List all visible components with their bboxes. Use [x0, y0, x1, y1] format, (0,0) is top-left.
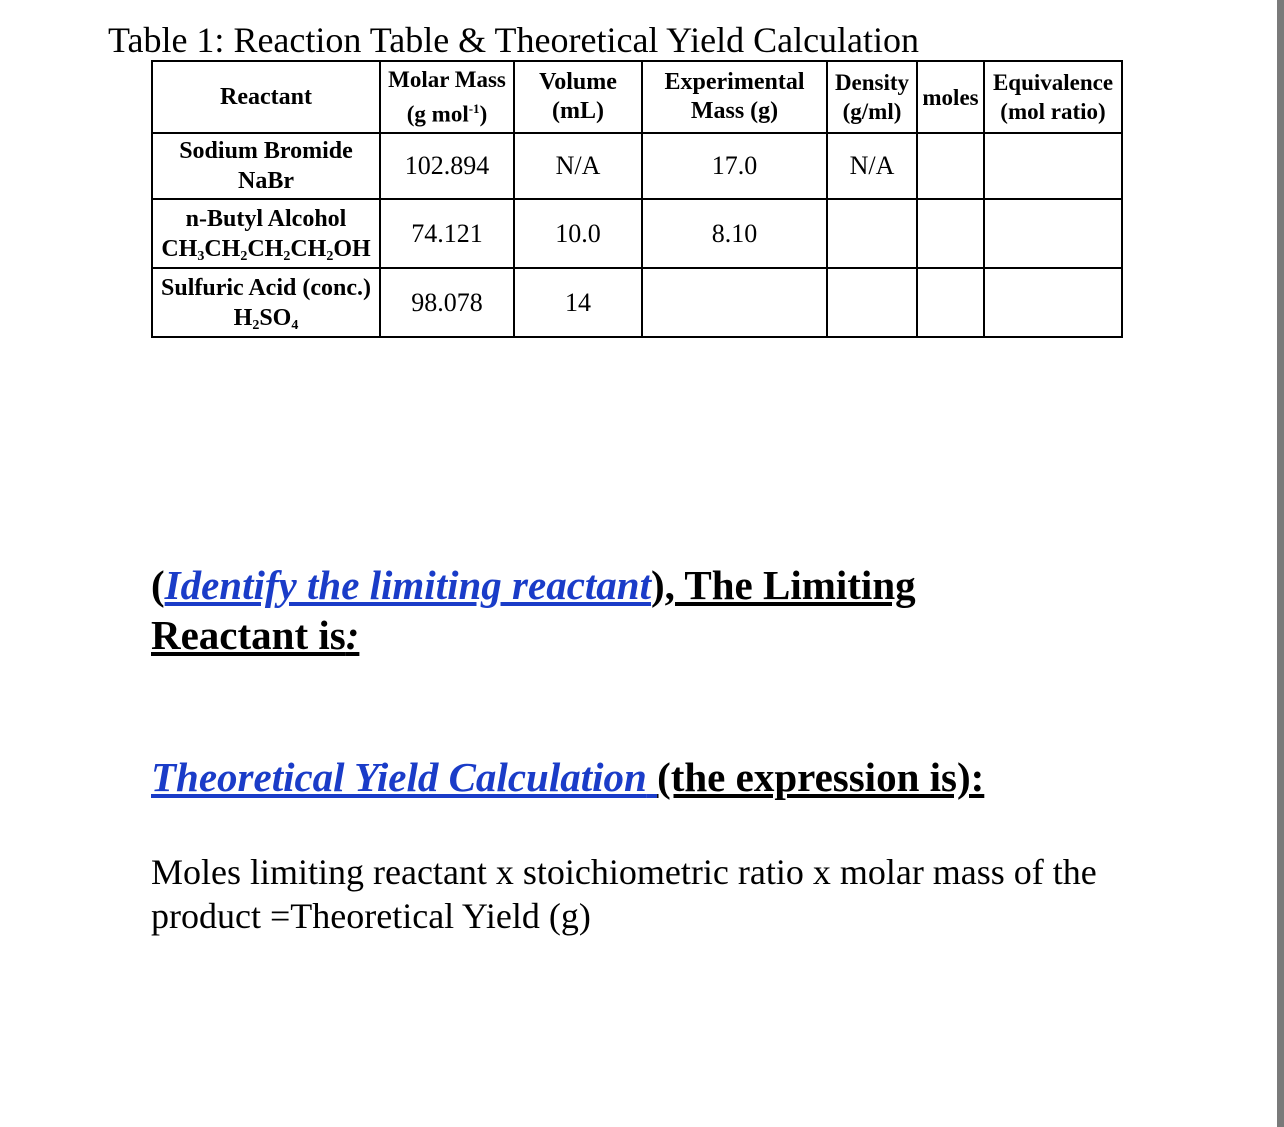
molar-mass-cell: 98.078: [380, 268, 514, 337]
header-equivalence: Equivalence (mol ratio): [984, 61, 1122, 133]
experimental-mass-cell: 17.0: [642, 133, 827, 199]
identify-limiting-reactant-link[interactable]: Identify the limiting reactant: [164, 562, 651, 608]
equivalence-cell[interactable]: [984, 199, 1122, 268]
theoretical-yield-link[interactable]: Theoretical Yield Calculation: [151, 754, 647, 800]
header-reactant: Reactant: [152, 61, 380, 133]
formula: $CH_3CH_2CH_2CH_2OH$: [161, 235, 371, 264]
header-density: Density (g/ml): [827, 61, 917, 133]
experimental-mass-cell[interactable]: [642, 268, 827, 337]
molar-mass-cell: 102.894: [380, 133, 514, 199]
reactant-cell: Sodium Bromide NaBr: [152, 133, 380, 199]
moles-cell[interactable]: [917, 268, 984, 337]
header-volume: Volume (mL): [514, 61, 642, 133]
table-row-sulfuric-acid: [152, 268, 1122, 337]
reactant-cell: Sulfuric Acid (conc.) $H_2SO_4$: [152, 268, 380, 337]
table-header-row: [152, 61, 1122, 133]
volume-cell: N/A: [514, 133, 642, 199]
experimental-mass-cell: 8.10: [642, 199, 827, 268]
theoretical-yield-expression: Moles limiting reactant x stoichiometric ratio x molar mass of the product =Theoretical Yield (g): [151, 852, 1097, 936]
volume-cell: 10.0: [514, 199, 642, 268]
formula: $H_2SO_4$: [233, 304, 299, 333]
density-cell[interactable]: [827, 199, 917, 268]
table-row-sodium-bromide: [152, 133, 1122, 199]
header-moles: moles: [917, 61, 984, 133]
reaction-table: [151, 60, 1123, 338]
equivalence-cell[interactable]: [984, 133, 1122, 199]
page-edge-scrollbar: [1277, 0, 1284, 1127]
table-row-n-butyl-alcohol: [152, 199, 1122, 268]
moles-cell[interactable]: [917, 133, 984, 199]
reactant-cell: n-Butyl Alcohol $CH_3CH_2CH_2CH_2OH$: [152, 199, 380, 268]
density-cell: N/A: [827, 133, 917, 199]
header-experimental-mass: Experimental Mass (g): [642, 61, 827, 133]
volume-cell: 14: [514, 268, 642, 337]
table-title: Table 1: Reaction Table & Theoretical Yield Calculation: [108, 20, 920, 60]
molar-mass-cell: 74.121: [380, 199, 514, 268]
limiting-reactant-heading: (Identify the limiting reactant), The Limiting Reactant is:: [151, 562, 916, 658]
theoretical-yield-heading: Theoretical Yield Calculation (the expression is):: [151, 754, 985, 800]
equivalence-cell[interactable]: [984, 268, 1122, 337]
header-molar-mass: Molar Mass (g mol$^{-1}$): [380, 61, 514, 133]
density-cell[interactable]: [827, 268, 917, 337]
moles-cell[interactable]: [917, 199, 984, 268]
